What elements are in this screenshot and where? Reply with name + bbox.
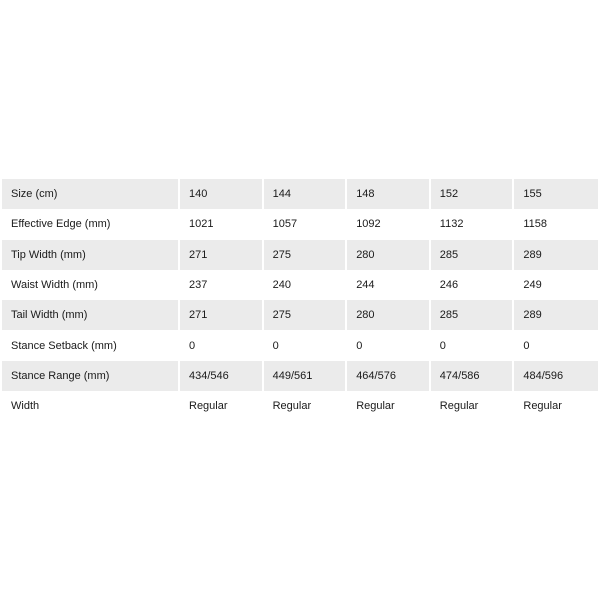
row-label: Tail Width (mm) xyxy=(2,300,180,330)
table-cell: 244 xyxy=(347,270,431,300)
table-cell: 289 xyxy=(514,300,598,330)
size-140-header: 140 xyxy=(180,179,264,209)
row-label: Stance Setback (mm) xyxy=(2,330,180,360)
table-cell: 0 xyxy=(264,330,348,360)
row-label: Width xyxy=(2,391,180,421)
snowboard-spec-table xyxy=(2,179,598,421)
size-144-header: 144 xyxy=(264,179,348,209)
table-row-tip-width xyxy=(2,240,598,270)
row-label: Stance Range (mm) xyxy=(2,361,180,391)
table-cell: 0 xyxy=(523,339,530,352)
table-cell: 474/586 xyxy=(431,361,515,391)
table-cell: Regular xyxy=(264,391,348,421)
table-cell: Regular xyxy=(180,391,264,421)
table-cell: 484/596 xyxy=(514,361,598,391)
table-cell: 1092 xyxy=(347,209,431,239)
table-row-tail-width xyxy=(2,300,598,330)
table-cell: 289 xyxy=(514,240,598,270)
table-row-effective-edge xyxy=(2,209,598,239)
table-row-width xyxy=(2,391,598,421)
table-cell: Regular xyxy=(347,391,431,421)
table-header-row xyxy=(2,179,598,209)
table-cell: 275 xyxy=(264,240,348,270)
table-cell: 240 xyxy=(264,270,348,300)
size-header-label: Size (cm) xyxy=(2,179,180,209)
table-cell: 0 xyxy=(180,330,264,360)
snowboard-spec-table-container xyxy=(2,179,598,421)
table-cell: 271 xyxy=(180,240,264,270)
table-cell: 0 xyxy=(347,330,431,360)
row-label: Tip Width (mm) xyxy=(2,240,180,270)
table-cell: 280 xyxy=(347,240,431,270)
row-label: Waist Width (mm) xyxy=(2,270,180,300)
table-cell: 1158 xyxy=(523,218,548,231)
table-cell: 464/576 xyxy=(347,361,431,391)
table-cell: 1057 xyxy=(264,209,348,239)
table-cell: 271 xyxy=(180,300,264,330)
table-cell: 280 xyxy=(347,300,431,330)
table-cell: 285 xyxy=(431,240,515,270)
table-cell: Regular xyxy=(431,391,515,421)
table-cell: 0 xyxy=(431,330,515,360)
table-cell: 449/561 xyxy=(264,361,348,391)
table-cell: Regular xyxy=(523,400,562,413)
row-label: Effective Edge (mm) xyxy=(2,209,180,239)
size-148-header: 148 xyxy=(347,179,431,209)
size-155-header: 155 xyxy=(514,179,598,209)
table-row-waist-width xyxy=(2,270,598,300)
size-152-header: 152 xyxy=(431,179,515,209)
table-cell: 1021 xyxy=(180,209,264,239)
table-cell: 275 xyxy=(264,300,348,330)
table-cell: 285 xyxy=(431,300,515,330)
table-cell: 237 xyxy=(180,270,264,300)
table-cell: 249 xyxy=(523,279,542,292)
table-cell: 246 xyxy=(431,270,515,300)
table-cell: 434/546 xyxy=(180,361,264,391)
table-cell: 1132 xyxy=(431,209,515,239)
table-row-stance-range xyxy=(2,361,598,391)
table-row-stance-setback xyxy=(2,330,598,360)
